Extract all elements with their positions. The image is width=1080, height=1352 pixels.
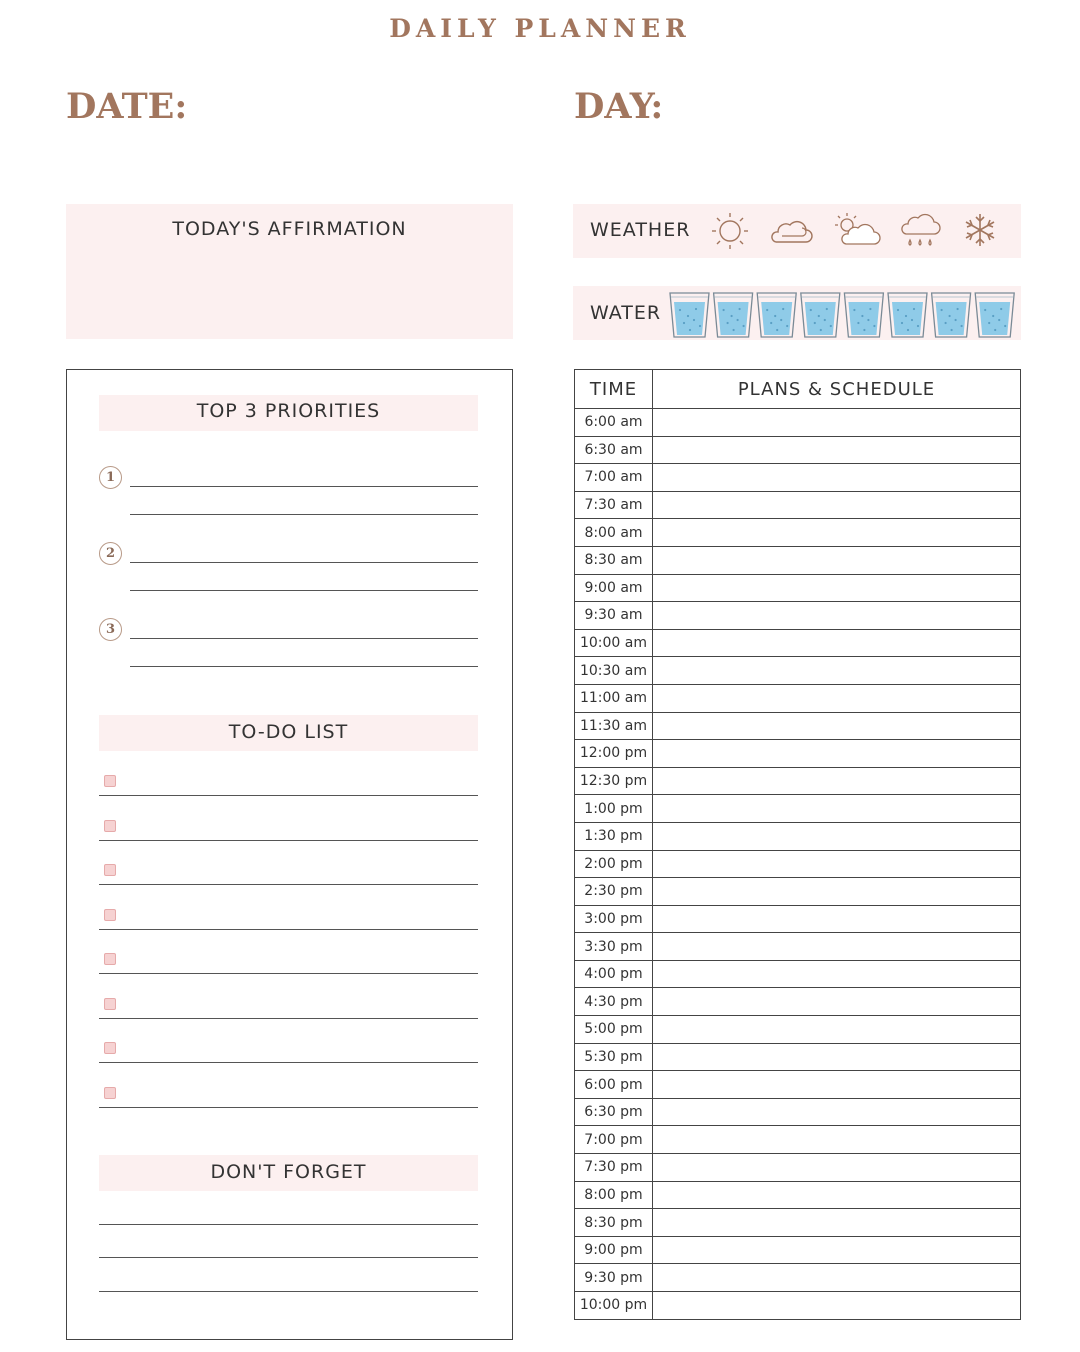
schedule-row <box>575 960 1021 988</box>
plan-cell[interactable] <box>653 1098 1021 1126</box>
schedule-row <box>575 795 1021 823</box>
plan-cell[interactable] <box>653 491 1021 519</box>
water-glass-icon[interactable] <box>757 293 796 337</box>
priorities-label: TOP 3 PRIORITIES <box>196 400 381 422</box>
plan-cell[interactable] <box>653 1071 1021 1099</box>
plan-cell[interactable] <box>653 1126 1021 1154</box>
todo-line[interactable] <box>99 1018 478 1019</box>
schedule-row <box>575 740 1021 768</box>
water-glass-icon[interactable] <box>888 293 927 337</box>
plan-cell[interactable] <box>653 740 1021 768</box>
time-slot: 11:00 am <box>575 684 653 712</box>
plan-cell[interactable] <box>653 629 1021 657</box>
priority-line[interactable] <box>130 486 478 487</box>
time-slot: 9:00 am <box>575 574 653 602</box>
todo-checkbox[interactable] <box>104 1087 116 1099</box>
todo-line[interactable] <box>99 840 478 841</box>
schedule-row <box>575 602 1021 630</box>
todo-checkbox[interactable] <box>104 953 116 965</box>
water-glass-icon[interactable] <box>975 293 1014 337</box>
sun-icon[interactable] <box>708 210 752 252</box>
plan-cell[interactable] <box>653 684 1021 712</box>
plan-cell[interactable] <box>653 546 1021 574</box>
schedule-row <box>575 574 1021 602</box>
todo-checkbox[interactable] <box>104 998 116 1010</box>
plan-cell[interactable] <box>653 822 1021 850</box>
dont-forget-line[interactable] <box>99 1291 478 1292</box>
time-slot: 3:30 pm <box>575 933 653 961</box>
time-slot: 9:30 pm <box>575 1264 653 1292</box>
schedule-row <box>575 1071 1021 1099</box>
time-slot: 11:30 am <box>575 712 653 740</box>
todo-line[interactable] <box>99 973 478 974</box>
affirmation-label: TODAY'S AFFIRMATION <box>172 218 407 240</box>
priority-line[interactable] <box>130 514 478 515</box>
time-slot: 12:00 pm <box>575 740 653 768</box>
plan-cell[interactable] <box>653 1236 1021 1264</box>
plan-cell[interactable] <box>653 1043 1021 1071</box>
time-slot: 6:00 am <box>575 409 653 437</box>
time-slot: 8:30 pm <box>575 1209 653 1237</box>
time-slot: 1:00 pm <box>575 795 653 823</box>
schedule-row <box>575 905 1021 933</box>
time-slot: 5:30 pm <box>575 1043 653 1071</box>
water-glasses <box>668 290 1018 340</box>
time-slot: 3:00 pm <box>575 905 653 933</box>
time-slot: 4:30 pm <box>575 988 653 1016</box>
priority-line[interactable] <box>130 638 478 639</box>
plan-cell[interactable] <box>653 657 1021 685</box>
plan-cell[interactable] <box>653 1181 1021 1209</box>
schedule-row <box>575 409 1021 437</box>
priority-line[interactable] <box>130 666 478 667</box>
todo-checkbox[interactable] <box>104 864 116 876</box>
schedule-row <box>575 1154 1021 1182</box>
time-slot: 2:00 pm <box>575 850 653 878</box>
weather-label: WEATHER <box>590 219 691 241</box>
water-glass-icon[interactable] <box>932 293 971 337</box>
schedule-row <box>575 1292 1021 1320</box>
time-slot: 8:30 am <box>575 546 653 574</box>
time-slot: 10:00 pm <box>575 1292 653 1320</box>
day-label: DAY: <box>574 86 664 127</box>
schedule-row <box>575 464 1021 492</box>
time-slot: 7:30 am <box>575 491 653 519</box>
schedule-row <box>575 657 1021 685</box>
time-slot: 6:30 pm <box>575 1098 653 1126</box>
time-slot: 8:00 am <box>575 519 653 547</box>
time-slot: 10:30 am <box>575 657 653 685</box>
plan-cell[interactable] <box>653 960 1021 988</box>
schedule-row <box>575 546 1021 574</box>
plan-cell[interactable] <box>653 574 1021 602</box>
schedule-row <box>575 519 1021 547</box>
plan-cell[interactable] <box>653 464 1021 492</box>
schedule-table <box>574 369 1021 1320</box>
schedule-row <box>575 712 1021 740</box>
dont-forget-line[interactable] <box>99 1257 478 1258</box>
todo-checkbox[interactable] <box>104 820 116 832</box>
schedule-row <box>575 850 1021 878</box>
time-header: TIME <box>575 370 653 409</box>
time-slot: 7:30 pm <box>575 1154 653 1182</box>
plan-cell[interactable] <box>653 1292 1021 1320</box>
plan-cell[interactable] <box>653 850 1021 878</box>
time-slot: 4:00 pm <box>575 960 653 988</box>
todo-checkbox[interactable] <box>104 909 116 921</box>
time-slot: 7:00 am <box>575 464 653 492</box>
schedule-row <box>575 1236 1021 1264</box>
todo-label: TO-DO LIST <box>228 721 349 743</box>
rain-cloud-icon[interactable] <box>898 210 944 252</box>
plan-cell[interactable] <box>653 1154 1021 1182</box>
water-glass-icon[interactable] <box>670 293 709 337</box>
schedule-row <box>575 1098 1021 1126</box>
schedule-row <box>575 822 1021 850</box>
plan-cell[interactable] <box>653 933 1021 961</box>
plan-cell[interactable] <box>653 712 1021 740</box>
todo-checkbox[interactable] <box>104 1042 116 1054</box>
plan-cell[interactable] <box>653 1016 1021 1044</box>
plan-cell[interactable] <box>653 1264 1021 1292</box>
priority-line[interactable] <box>130 562 478 563</box>
plan-cell[interactable] <box>653 602 1021 630</box>
plan-cell[interactable] <box>653 905 1021 933</box>
time-slot: 8:00 pm <box>575 1181 653 1209</box>
plans-header: PLANS & SCHEDULE <box>653 370 1021 409</box>
dont-forget-label: DON'T FORGET <box>210 1161 367 1183</box>
schedule-row <box>575 933 1021 961</box>
priority-number-2: 2 <box>99 542 122 565</box>
time-slot: 1:30 pm <box>575 822 653 850</box>
time-slot: 12:30 pm <box>575 767 653 795</box>
schedule-row <box>575 1016 1021 1044</box>
time-slot: 6:30 am <box>575 436 653 464</box>
dont-forget-line[interactable] <box>99 1224 478 1225</box>
todo-line[interactable] <box>99 884 478 885</box>
schedule-row <box>575 629 1021 657</box>
plan-cell[interactable] <box>653 519 1021 547</box>
todo-line[interactable] <box>99 929 478 930</box>
plan-cell[interactable] <box>653 878 1021 906</box>
plan-cell[interactable] <box>653 436 1021 464</box>
plan-cell[interactable] <box>653 767 1021 795</box>
time-slot: 10:00 am <box>575 629 653 657</box>
schedule-row <box>575 1043 1021 1071</box>
schedule-row <box>575 1209 1021 1237</box>
schedule-row <box>575 878 1021 906</box>
todo-checkbox[interactable] <box>104 775 116 787</box>
water-label: WATER <box>590 302 662 324</box>
partly-cloudy-icon[interactable] <box>832 210 882 252</box>
time-slot: 6:00 pm <box>575 1071 653 1099</box>
schedule-row <box>575 767 1021 795</box>
cloud-icon[interactable] <box>768 212 814 250</box>
schedule-row <box>575 491 1021 519</box>
snowflake-icon[interactable] <box>960 210 1000 250</box>
page-title: DAILY PLANNER <box>389 14 691 43</box>
time-slot: 7:00 pm <box>575 1126 653 1154</box>
priority-number-3: 3 <box>99 618 122 641</box>
schedule-row <box>575 684 1021 712</box>
schedule-row <box>575 988 1021 1016</box>
todo-line[interactable] <box>99 795 478 796</box>
water-glass-icon[interactable] <box>844 293 883 337</box>
plan-cell[interactable] <box>653 795 1021 823</box>
plan-cell[interactable] <box>653 409 1021 437</box>
plan-cell[interactable] <box>653 1209 1021 1237</box>
todo-line[interactable] <box>99 1062 478 1063</box>
water-glass-icon[interactable] <box>714 293 753 337</box>
schedule-row <box>575 1126 1021 1154</box>
time-slot: 2:30 pm <box>575 878 653 906</box>
time-slot: 5:00 pm <box>575 1016 653 1044</box>
plan-cell[interactable] <box>653 988 1021 1016</box>
schedule-row <box>575 1264 1021 1292</box>
time-slot: 9:00 pm <box>575 1236 653 1264</box>
priority-line[interactable] <box>130 590 478 591</box>
todo-line[interactable] <box>99 1107 478 1108</box>
schedule-row <box>575 1181 1021 1209</box>
date-label: DATE: <box>66 86 188 127</box>
priority-number-1: 1 <box>99 466 122 489</box>
water-glass-icon[interactable] <box>801 293 840 337</box>
schedule-row <box>575 436 1021 464</box>
time-slot: 9:30 am <box>575 602 653 630</box>
